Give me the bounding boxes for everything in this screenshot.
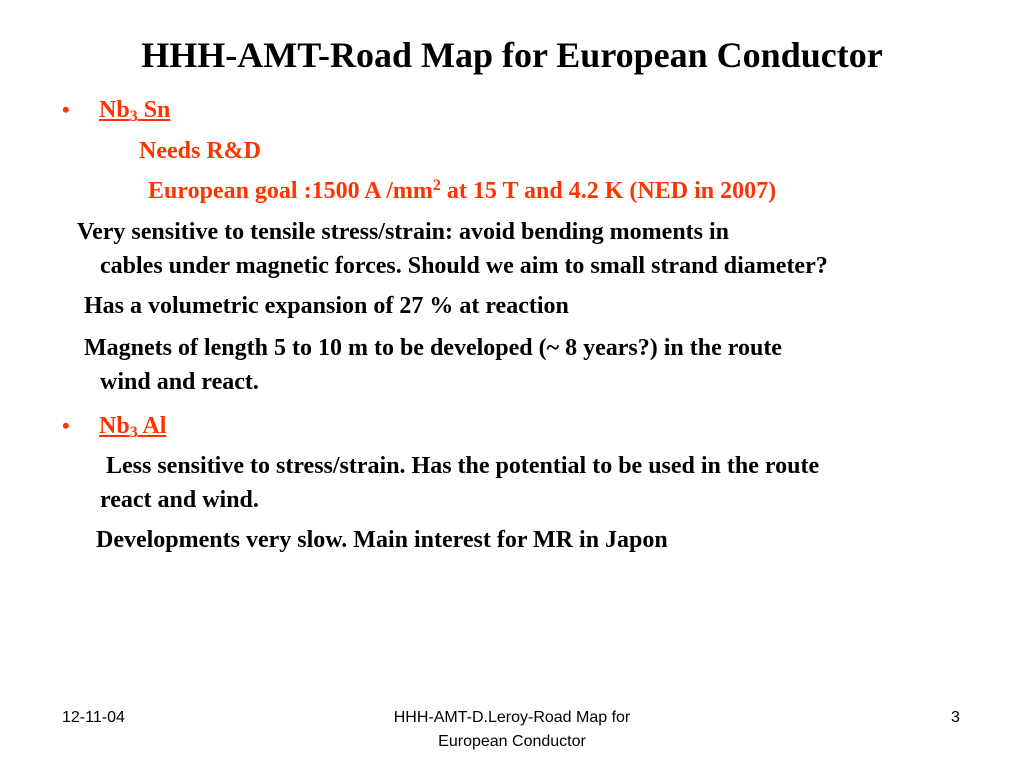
bullet-nb3sn: • — [62, 97, 70, 122]
sensitive-line-1: Very sensitive to tensile stress/strain: avoid bending moments in — [77, 219, 730, 245]
heading-nb3sn — [99, 94, 170, 126]
sensitive-line-2: cables under magnetic forces. Should we aim to small strand diameter? — [100, 253, 828, 279]
heading-nb3al — [99, 410, 166, 442]
heading-nb3sn-base: Nb — [99, 97, 130, 123]
magnets-line-1: Magnets of length 5 to 10 m to be developed (~ 8 years?) in the route — [84, 335, 782, 361]
footer-date: 12-11-04 — [62, 709, 125, 726]
heading-nb3al-base: Nb — [99, 413, 130, 439]
european-goal-text — [148, 175, 776, 207]
magnets-line-2: wind and react. — [100, 369, 259, 395]
heading-nb3al-rest: Al — [137, 413, 167, 439]
european-goal-part2: at 15 T and 4.2 K (NED in 2007) — [440, 178, 777, 204]
less-sensitive-line-1: Less sensitive to stress/strain. Has the potential to be used in the route — [106, 453, 820, 479]
needs-rd-text: Needs R&D — [139, 138, 261, 164]
heading-nb3sn-subscript: 3 — [129, 108, 138, 125]
less-sensitive-line-2: react and wind. — [100, 487, 259, 513]
footer-center-line-1: HHH-AMT-D.Leroy-Road Map for — [393, 709, 631, 726]
footer-page-number: 3 — [951, 709, 960, 726]
heading-nb3sn-rest: Sn — [137, 97, 171, 123]
slide-title: HHH-AMT-Road Map for European Conductor — [141, 35, 883, 75]
developments-text: Developments very slow. Main interest for MR in Japon — [96, 527, 668, 553]
footer-center-text — [362, 706, 662, 754]
european-goal-superscript: 2 — [432, 177, 441, 194]
bullet-nb3al: • — [62, 413, 70, 438]
footer-center-line-2: European Conductor — [438, 733, 586, 750]
expansion-text: Has a volumetric expansion of 27 % at reaction — [84, 293, 569, 319]
european-goal-part1: European goal :1500 A /mm — [148, 178, 433, 204]
heading-nb3al-subscript: 3 — [129, 424, 138, 441]
